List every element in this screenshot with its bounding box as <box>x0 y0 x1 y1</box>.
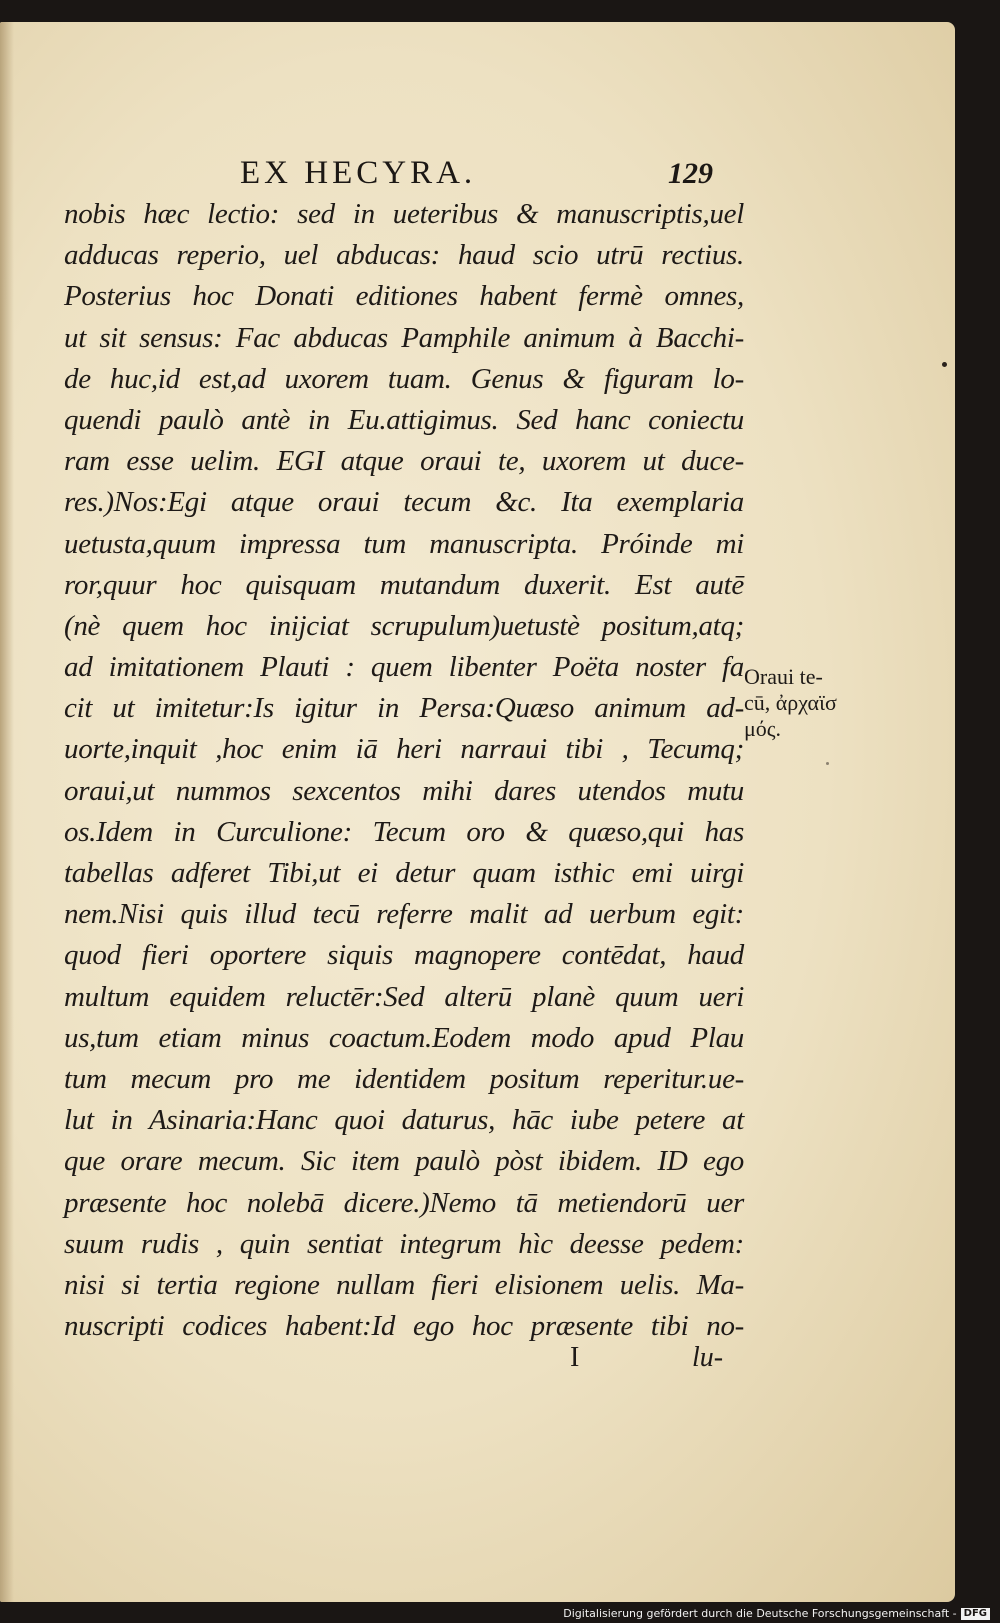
catchword: lu- <box>692 1342 724 1373</box>
text-line: adducas reperio, uel abducas: haud scio utrū rectius. <box>64 239 744 272</box>
marginal-note <box>744 664 884 742</box>
marginal-note-line: Oraui te- <box>744 664 823 689</box>
text-line: nobis hæc lectio: sed in ueteribus & manuscriptis,uel <box>64 198 744 230</box>
text-line: ad imitationem Plauti : quem libenter Poëta noster fa <box>64 651 744 684</box>
text-line: cit ut imitetur:Is igitur in Persa:Quæso animum ad- <box>64 692 744 725</box>
text-line: quod fieri oportere siquis magnopere contēdat, haud <box>64 939 744 972</box>
text-line: quendi paulò antè in Eu.attigimus. Sed hanc coniectu <box>64 403 744 436</box>
text-line: oraui,ut nummos sexcentos mihi dares utendos mutu <box>64 774 744 807</box>
text-line: (nè quem hoc inijciat scrupulum)uetustè positum,atq; <box>64 609 744 642</box>
text-line: uorte,inquit ,hoc enim iā heri narraui tibi , Tecumq; <box>64 733 744 766</box>
text-line: que orare mecum. Sic item paulò pòst ibidem. ID ego <box>64 1145 744 1178</box>
text-line: ram esse uelim. EGI atque oraui te, uxorem ut duce- <box>64 445 744 478</box>
text-line: multum equidem reluctēr:Sed alterū planè quum ueri <box>64 980 744 1013</box>
text-line: res.)Nos:Egi atque oraui tecum &c. Ita exemplaria <box>64 486 744 519</box>
digitization-credit <box>563 1607 990 1620</box>
marginal-note-line: cū, ἀρχαϊσ <box>744 690 837 715</box>
ink-spot <box>942 362 947 367</box>
text-line: nem.Nisi quis illud tecū referre malit ad uerbum egit: <box>64 898 744 931</box>
page-footer <box>0 1342 760 1382</box>
signature-mark: I <box>570 1342 580 1373</box>
dfg-logo: DFG <box>961 1608 990 1620</box>
text-line: tum mecum pro me identidem positum reperitur.ue- <box>64 1062 744 1095</box>
text-line: us,tum etiam minus coactum.Eodem modo apud Plau <box>64 1021 744 1054</box>
running-title: EX HECYRA. <box>240 155 477 191</box>
text-line: nisi si tertia regione nullam fieri elisionem uelis. Ma- <box>64 1268 744 1301</box>
text-line: de huc,id est,ad uxorem tuam. Genus & figuram lo- <box>64 362 744 395</box>
book-page <box>0 22 955 1602</box>
text-line: ut sit sensus: Fac abducas Pamphile animum à Bacchi- <box>64 321 744 354</box>
text-line: uetusta,quum impressa tum manuscripta. Próinde mi <box>64 527 744 560</box>
text-line: ror,quur hoc quisquam mutandum duxerit. Est autē <box>64 568 744 601</box>
page-number: 129 <box>668 157 713 190</box>
marginal-note-line: μός. <box>744 716 782 741</box>
text-line: os.Idem in Curculione: Tecum oro & quæso,qui has <box>64 815 744 848</box>
ink-spot <box>826 762 829 765</box>
text-line: nuscripti codices habent:Id ego hoc præsente tibi no- <box>64 1310 744 1343</box>
text-line: Posterius hoc Donati editiones habent fermè omnes, <box>64 280 744 313</box>
text-line: lut in Asinaria:Hanc quoi daturus, hāc iube petere at <box>64 1104 744 1137</box>
text-line: tabellas adferet Tibi,ut ei detur quam isthic emi uirgi <box>64 857 744 889</box>
credit-text: Digitalisierung gefördert durch die Deutsche Forschungsgemeinschaft - <box>563 1607 957 1620</box>
text-line: suum rudis , quin sentiat integrum hìc deesse pedem: <box>64 1227 744 1260</box>
page-header <box>0 155 760 195</box>
text-line: præsente hoc nolebā dicere.)Nemo tā metiendorū uer <box>64 1186 744 1219</box>
body-text <box>64 194 744 1347</box>
